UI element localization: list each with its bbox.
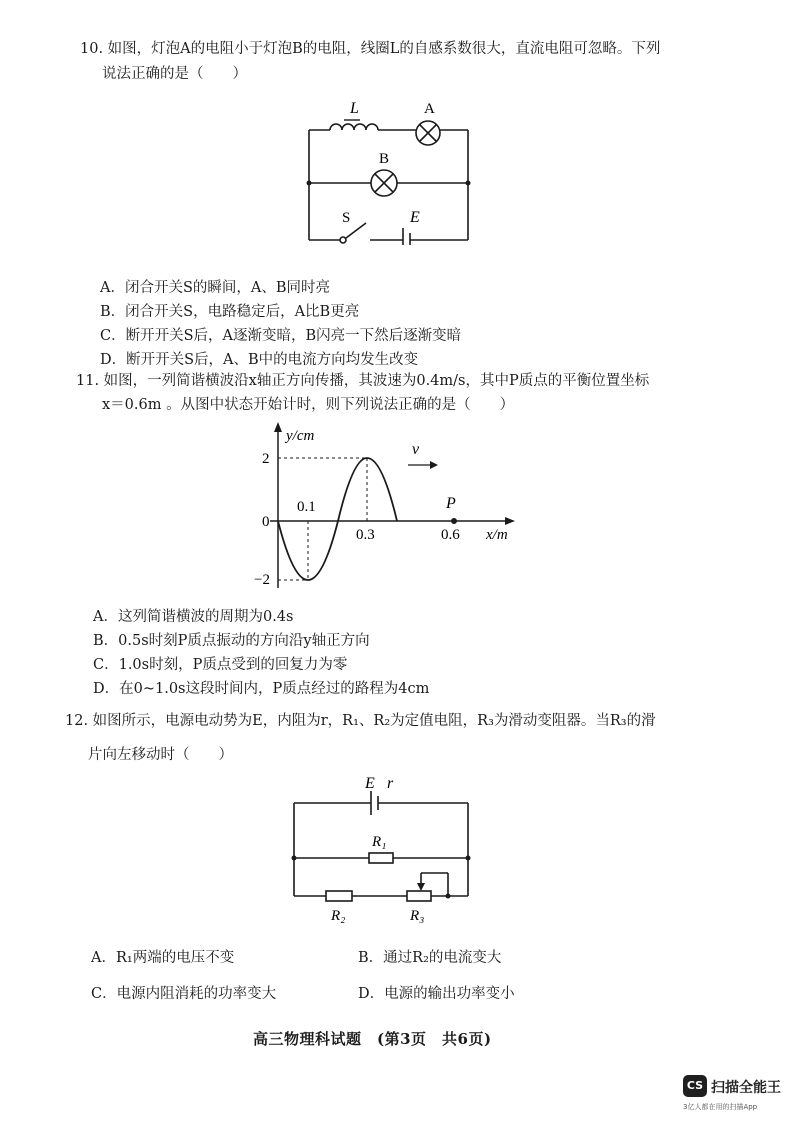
q11-line2: x＝0.6m 。从图中状态开始计时，则下列说法正确的是（ ）: [102, 397, 515, 413]
q10-option-d: D．断开开关S后，A、B中的电流方向均发生改变: [100, 352, 419, 368]
q12-label-e: E: [365, 775, 375, 792]
q12-circuit-diagram: [285, 768, 485, 930]
q11-tick-0-1: 0.1: [297, 499, 316, 515]
q12-option-d: D．电源的输出功率变小: [358, 986, 515, 1002]
q11-wave-graph: [250, 418, 525, 596]
q12-option-a: A．R₁两端的电压不变: [91, 950, 235, 966]
q11-velocity-label: v: [412, 441, 420, 458]
q12-option-b: B．通过R₂的电流变大: [358, 950, 502, 966]
q10-option-c: C．断开开关S后，A逐渐变暗，B闪亮一下然后逐渐变暗: [100, 328, 462, 344]
q11-y-axis-label: y/cm: [286, 428, 315, 444]
q12-number: 12.: [65, 713, 89, 729]
q11-number: 11.: [76, 373, 100, 389]
q12-label-r2: R₂: [331, 908, 346, 924]
q11-option-a: A．这列简谐横波的周期为0.4s: [93, 609, 294, 625]
q10-stem: 如图，灯泡A的电阻小于灯泡B的电阻，线圈L的自感系数很大，直流电阻可忽略。下列: [107, 41, 661, 57]
q12-line2: 片向左移动时（ ）: [88, 747, 233, 763]
q12-label-r3: R₃: [410, 908, 425, 924]
q11-tick-0-3: 0.3: [356, 527, 375, 543]
q11-stem: 如图，一列简谐横波沿x轴正方向传播，其波速为0.4m/s，其中P质点的平衡位置坐标: [103, 373, 650, 389]
q10-label-B: B: [379, 151, 390, 167]
watermark-brand-name: 扫描全能王: [711, 1080, 781, 1096]
q10-number: 10.: [80, 41, 104, 57]
q10-option-b: B．闭合开关S，电路稳定后，A比B更亮: [100, 304, 360, 320]
q11-option-d: D．在0~1.0s这段时间内，P质点经过的路程为4cm: [93, 681, 430, 697]
q12-label-r1: R₁: [372, 834, 387, 850]
q10-line1: [80, 38, 660, 60]
q10-label-L: L: [350, 100, 359, 117]
q11-tick-0-6: 0.6: [441, 527, 460, 543]
camscanner-logo-icon: CS: [683, 1075, 707, 1097]
q10-option-a: A．闭合开关S的瞬间，A、B同时亮: [100, 280, 331, 296]
q12-option-c: C．电源内阻消耗的功率变大: [91, 986, 277, 1002]
q11-tick-neg2: −2: [254, 572, 270, 588]
q11-point-p-label: P: [446, 495, 456, 512]
q12-label-r: r: [387, 775, 394, 792]
q10-circuit-diagram: [300, 95, 480, 245]
q11-tick-0: 0: [262, 514, 270, 530]
q12-line1: [65, 710, 656, 732]
q10-label-E: E: [410, 209, 420, 226]
q11-tick-2: 2: [262, 451, 270, 467]
page-footer: 高三物理科试题 (第3页 共6页): [253, 1030, 492, 1048]
q11-line1: [76, 370, 649, 392]
q10-label-A: A: [424, 101, 435, 117]
q10-label-S: S: [342, 210, 351, 226]
q11-option-c: C．1.0s时刻，P质点受到的回复力为零: [93, 657, 348, 673]
q12-stem: 如图所示，电源电动势为E，内阻为r，R₁、R₂为定值电阻，R₃为滑动变阻器。当R₃的滑: [92, 713, 656, 729]
q10-line2: 说法正确的是（ ）: [102, 66, 247, 82]
q11-x-axis-label: x/m: [486, 527, 508, 543]
q11-option-b: B．0.5s时刻P质点振动的方向沿y轴正方向: [93, 633, 370, 649]
watermark-tagline: 3亿人都在用的扫描App: [683, 1103, 758, 1111]
